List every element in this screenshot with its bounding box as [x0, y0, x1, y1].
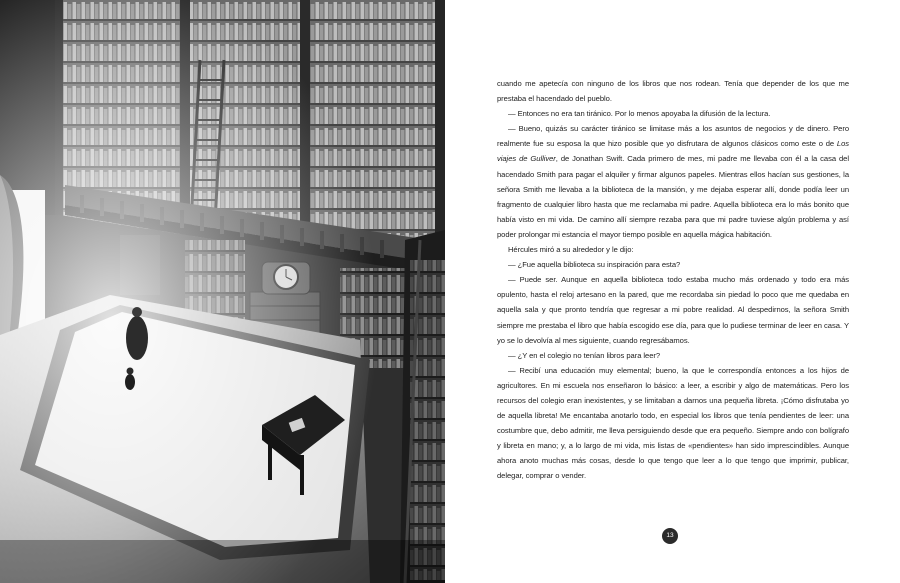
- library-illustration-art: [0, 0, 445, 583]
- paragraph: [497, 257, 849, 272]
- paragraph-text: — Recibí una educación muy elemental; bueno, la que le correspondía entonces a los hijos de agricultores. En mi escuela nos enseñaron lo básico: a leer, a escribir y algo de matemáticas. Pero los recursos del colegio eran inexistentes, y se limitaban a darnos una pequeña libreta. ¡Cómo disfrutaba yo de aquella libreta! Me encantaba anotarlo todo, en especial los libros que tenía pendientes de leer: una costumbre que, debo admitir, me lleva persiguiendo desde que era pequeño. Siempre ando con bolígrafo y libreta en mano; y, a lo largo de mi vida, mis listas de «pendientes» han sido imprescindibles. Aunque ahora anoto muchas más cosas, desde lo que tengo que leer a lo que tengo que imprimir, publicar, delegar, comprar o vender.: [497, 365, 849, 481]
- book-title-italic: Los viajes de Gulliver: [497, 139, 849, 164]
- paragraph-text: — ¿Y en el colegio no tenían libros para leer?: [508, 350, 661, 360]
- body-text: [497, 76, 849, 484]
- paragraph: [497, 106, 849, 121]
- paragraph: [497, 348, 849, 363]
- paragraph-text: — Entonces no era tan tiránico. Por lo menos apoyaba la difusión de la lectura.: [508, 109, 771, 119]
- page-number: 13: [662, 528, 678, 544]
- paragraph: [497, 242, 849, 257]
- paragraph-text: cuando me apetecía con ninguno de los libros que nos rodean. Tenía que depender de los que me prestaba el hacendado del pueblo.: [497, 79, 849, 104]
- paragraph: [497, 121, 849, 242]
- paragraph: [497, 272, 849, 347]
- paragraph-text: Hércules miró a su alrededor y le dijo:: [508, 245, 634, 255]
- paragraph-text: — Bueno, quizás su carácter tiránico se limitase más a los asuntos de negocios y de dinero. Pero realmente fue su esposa la que hizo posible que yo disfrutara de algunos clásicos como este o de: [497, 124, 849, 149]
- paragraph-text: — Puede ser. Aunque en aquella biblioteca todo estaba mucho más ordenado y todo era más opulento, hasta el reloj artesano en la pared, que me recordaba sin piedad lo poco que me quedaba en aquella sala y que pronto tendría que regresar a mi pobre realidad. Al despedirnos, la señora Smith siempre me prestaba el libro que había escogido ese día, para que lo pudiese terminar de leer en casa. Y yo se lo devolvía al mes siguiente, cuando regresábamos.: [497, 275, 849, 345]
- library-illustration: [0, 0, 445, 583]
- paragraph-text: , de Jonathan Swift. Cada primero de mes, mi padre me llevaba con él a la casa del hacendado Smith para pagar el alquiler y firmar algunos papeles. Mientras ellos hacían sus gestiones, la señora Smith me llevaba a la biblioteca de la mansión, y me dejaba esperar allí, donde podía leer un fragmento de cualquier libro hasta que me reclamaba mi padre. Aquella biblioteca era lo más bonito que había visto en mi vida. De camino allí siempre rezaba para que mi padre tuviese algún problema y así poder prolongar mi estancia el mayor tiempo posible en aquella mágica habitación.: [497, 154, 849, 239]
- text-page: [445, 0, 900, 583]
- paragraph-text: — ¿Fue aquella biblioteca su inspiración para esta?: [508, 260, 681, 270]
- paragraph: [497, 76, 849, 106]
- paragraph: [497, 363, 849, 484]
